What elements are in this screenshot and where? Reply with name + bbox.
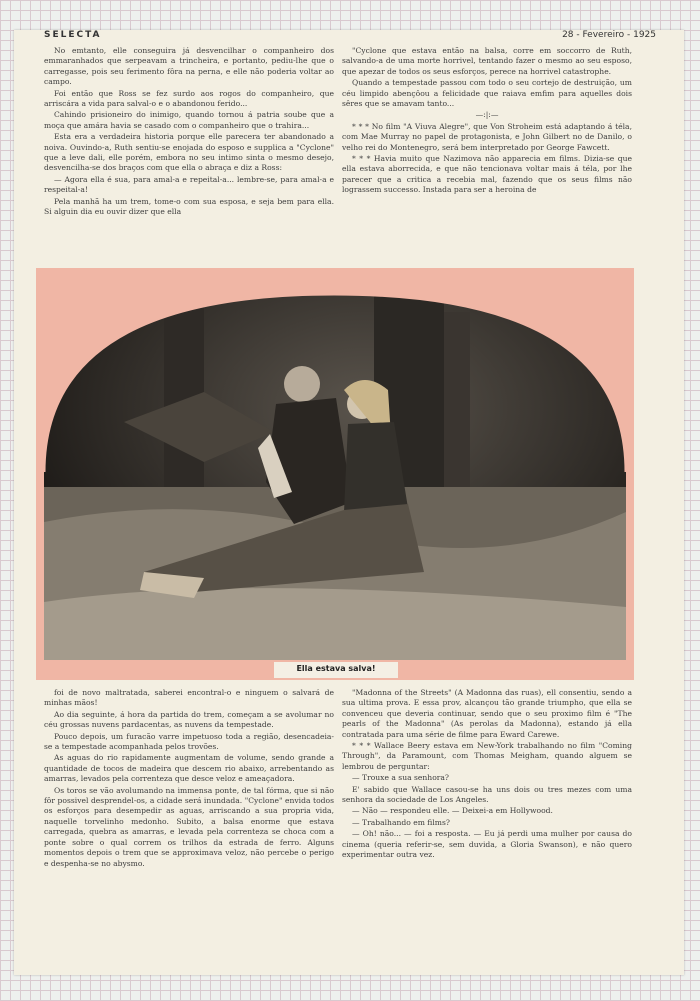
paragraph: Pela manhã ha um trem, tome-o com sua esposa, e seja bem para ella. Si alguin dia eu ouvir dizer que ella [44,196,334,217]
article-column-bottom-right [342,688,632,918]
film-still-photo [44,272,626,660]
paragraph: Esta era a verdadeira historia porque elle parecera ter abandonado a noiva. Ouvindo-a, Ruth sentiu-se enojada do esposo e supplica a "Cyclone" que a leve dali, elle porém, embora no seu intimo sinta o mesmo desejo, desvencilha-se dos braços com que ella o abraça e diz a Ross: [44,132,334,173]
paragraph: — Trouxe a sua senhora? [352,773,449,783]
article-column-bottom-left [44,688,334,918]
paragraph: Foi então que Ross se fez surdo aos rogos do companheiro, que arriscára a vida para salval-o e o abandonou ferido... [44,88,334,109]
paragraph: — Trabalhando em films? [352,817,450,827]
paragraph: Ao dia seguinte, á hora da partida do trem, começam a se avolumar no céu grossas nuvens pardacentas, as nuvens da tempestade. [44,709,334,730]
paragraph: foi de novo maltratada, saberei encontral-o e ninguem o salvará de minhas mãos! [44,688,334,708]
paragraph: Quando a tempestade passou com todo o seu cortejo de destruição, um céu limpido abençôou a felicidade que raiava emfim para aquelles dois sêres que se amavam tanto... [342,78,632,109]
paragraph: * * * Havia muito que Nazimova não apparecia em films. Dizia-se que ella estava aborrecida, e que não tencionava voltar mais á téla, por lhe parecer que a critica a recebia mal, fazendo que os seus films não lograssem successo. Instada para ser a heroina de [342,154,632,195]
article-column-top-left [44,46,334,278]
issue-date: 28 - Fevereiro - 1925 [562,30,656,40]
paragraph: No emtanto, elle conseguira já desvencilhar o companheiro dos emmaranhados que serpeavam a trincheira, e portanto, pediu-lhe que o carregasse, pois seu ferimento fôra na perna, e elle não poderia voltar ao campo. [44,46,334,87]
paragraph: Cahindo prisioneiro do inimigo, quando tornou á patria soube que a moça que amára havia se casado com o companheiro que o trahira... [44,110,334,130]
paragraph: — Oh! não... — foi a resposta. — Eu já perdi uma mulher por causa do cinema (queria referir-se, sem duvida, a Gloria Swanson), e não quero experimentar outra vez. [342,829,632,860]
magazine-title: SELECTA [44,30,102,40]
paragraph: E' sabido que Wallace casou-se ha uns dois ou tres mezes com uma senhora da sociedade de Los Angeles. [342,784,632,805]
article-column-top-right [342,46,632,278]
paragraph: — Agora ella é sua, para amal-a e repeital-a... lembre-se, para amal-a e respeital-a! [44,174,334,195]
paragraph: As aguas do rio rapidamente augmentam de volume, sendo grande a quantidade de tocos de madeira que descem rio abaixo, arrebentando as amarras, levados pela correnteza que desce veloz e ameaçadora. [44,753,334,784]
paragraph: * * * No film "A Viuva Alegre", que Von Stroheim está adaptando á téla, com Mae Murray no papel de protagonista, e John Gilbert no de Danilo, o velho rei do Montenegro, será bem interpretado por George Fawcett. [342,121,632,152]
paragraph: — Não — respondeu elle. — Deixei-a em Hollywood. [352,806,553,816]
section-divider: —:|:— [475,110,499,120]
photo-caption: Ella estava salva! [296,664,376,673]
paragraph: * * * Wallace Beery estava em New-York trabalhando no film "Coming Through", da Paramount, com Thomas Meigham, quando alguem se lembrou de perguntar: [342,741,632,771]
paragraph: Os toros se vão avolumando na immensa ponte, de tal fórma, que si não fôr possivel desprendel-os, a cidade será inundada. "Cyclone" envida todos os esforços para desempedir as aguas, arriscando a sua propria vida, naquelle torvelinho medonho. Subito, a balsa enorme que estava carregada, quebra as amarras, e levada pela correnteza se choca com a ponte sobre o qual correm os trilhos da estrada de ferro. Alguns momentos depois o trem que se approximava veloz, não percebe o perigo e despenha-se no abysmo. [44,785,334,868]
paragraph: "Cyclone que estava então na balsa, corre em soccorro de Ruth, salvando-a de uma morte horrivel, tentando fazer o mesmo ao seu esposo, que apezar de todos os seus esforços, perece na horrivel catastrophe. [342,46,632,76]
paragraph: Pouco depois, um furacão varre impetuoso toda a região, desencadeia-se a tempestade acompanhada pelos trovões. [44,731,334,752]
paragraph: "Madonna of the Streets" (A Madonna das ruas), ell consentiu, sendo a sua ultima prova. E essa prov, alcançou tão grande triumpho, que ella se convenceu que deveria continuar, sendo que o seu proximo film é "The pearls of the Madonna" (As perolas da Madonna), estando já ella contratada para uma série de filme para Eward Carewe. [342,688,632,739]
